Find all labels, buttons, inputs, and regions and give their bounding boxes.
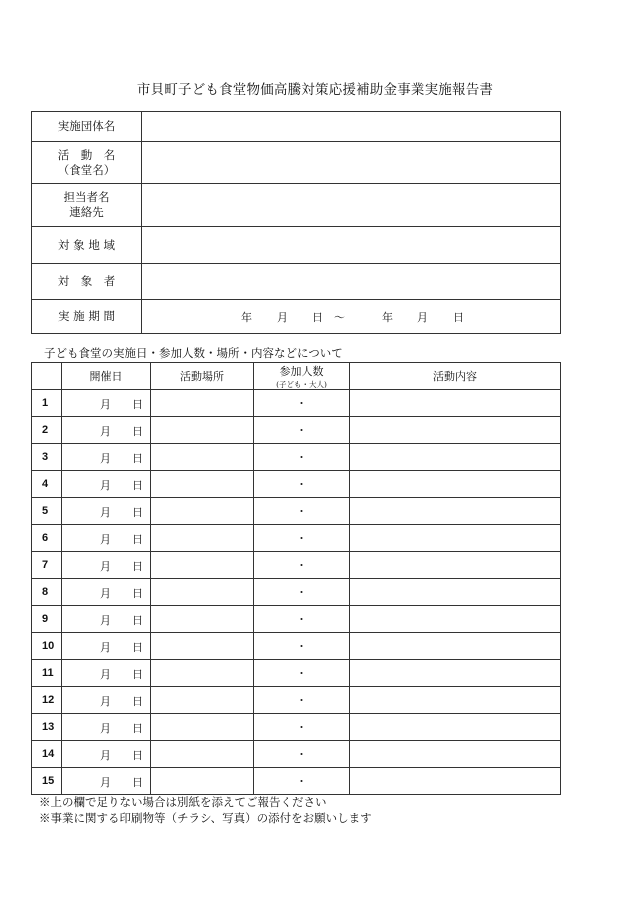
day-char: 日 (132, 587, 143, 600)
table-row (32, 417, 561, 444)
content-cell[interactable] (350, 498, 561, 525)
participants-cell[interactable]: ・ (254, 768, 350, 795)
date-cell[interactable] (62, 606, 151, 633)
place-cell[interactable] (151, 768, 254, 795)
date-cell[interactable] (62, 525, 151, 552)
place-cell[interactable] (151, 417, 254, 444)
month-char: 月 (100, 560, 111, 573)
date-cell[interactable] (62, 768, 151, 795)
info-row-target (32, 264, 561, 300)
info-row-contact (32, 184, 561, 227)
schedule-body (32, 390, 561, 795)
row-number: 4 (32, 471, 62, 498)
area-field[interactable] (142, 227, 561, 264)
table-row (32, 390, 561, 417)
day-char: 日 (132, 614, 143, 627)
row-number: 1 (32, 390, 62, 417)
table-row (32, 768, 561, 795)
participants-cell[interactable]: ・ (254, 741, 350, 768)
content-cell[interactable] (350, 606, 561, 633)
table-row (32, 525, 561, 552)
organization-field[interactable] (142, 112, 561, 142)
note-1: ※上の欄で足りない場合は別紙を添えてご報告ください (39, 795, 327, 809)
header-date: 開催日 (62, 363, 151, 390)
month-char: 月 (100, 479, 111, 492)
place-cell[interactable] (151, 741, 254, 768)
schedule-heading: 子ども食堂の実施日・参加人数・場所・内容などについて (44, 346, 343, 360)
schedule-header-row (32, 363, 561, 390)
participants-cell[interactable]: ・ (254, 471, 350, 498)
row-number: 9 (32, 606, 62, 633)
content-cell[interactable] (350, 633, 561, 660)
header-content: 活動内容 (350, 363, 561, 390)
notes (39, 795, 372, 826)
table-row (32, 687, 561, 714)
contact-label: 担当者名 連絡先 (32, 184, 142, 227)
participants-cell[interactable]: ・ (254, 606, 350, 633)
content-cell[interactable] (350, 579, 561, 606)
table-row (32, 471, 561, 498)
info-row-area (32, 227, 561, 264)
place-cell[interactable] (151, 552, 254, 579)
month-char: 月 (100, 587, 111, 600)
month-char: 月 (100, 776, 111, 789)
place-cell[interactable] (151, 498, 254, 525)
info-row-activity (32, 142, 561, 184)
date-cell[interactable] (62, 687, 151, 714)
row-number: 14 (32, 741, 62, 768)
row-number: 13 (32, 714, 62, 741)
participants-cell[interactable]: ・ (254, 660, 350, 687)
row-number: 10 (32, 633, 62, 660)
period-month1: 月 (277, 311, 288, 324)
row-number: 5 (32, 498, 62, 525)
date-cell[interactable] (62, 444, 151, 471)
place-cell[interactable] (151, 606, 254, 633)
content-cell[interactable] (350, 714, 561, 741)
participants-cell[interactable]: ・ (254, 525, 350, 552)
day-char: 日 (132, 641, 143, 654)
row-number: 6 (32, 525, 62, 552)
date-cell[interactable] (62, 552, 151, 579)
month-char: 月 (100, 614, 111, 627)
day-char: 日 (132, 425, 143, 438)
date-cell[interactable] (62, 498, 151, 525)
info-row-period (32, 300, 561, 334)
target-field[interactable] (142, 264, 561, 300)
participants-cell[interactable]: ・ (254, 687, 350, 714)
row-number: 12 (32, 687, 62, 714)
period-tilde: ～ (334, 311, 345, 324)
content-cell[interactable] (350, 417, 561, 444)
participants-cell[interactable]: ・ (254, 498, 350, 525)
day-char: 日 (132, 506, 143, 519)
participants-cell[interactable]: ・ (254, 444, 350, 471)
day-char: 日 (132, 533, 143, 546)
period-day2: 日 (453, 311, 464, 324)
day-char: 日 (132, 776, 143, 789)
participants-cell[interactable]: ・ (254, 417, 350, 444)
place-cell[interactable] (151, 714, 254, 741)
day-char: 日 (132, 722, 143, 735)
date-cell[interactable] (62, 714, 151, 741)
place-cell[interactable] (151, 660, 254, 687)
period-label: 実 施 期 間 (32, 300, 142, 334)
table-row (32, 633, 561, 660)
area-label: 対 象 地 域 (32, 227, 142, 264)
content-cell[interactable] (350, 525, 561, 552)
table-row (32, 498, 561, 525)
date-cell[interactable] (62, 579, 151, 606)
row-number: 15 (32, 768, 62, 795)
date-cell[interactable] (62, 633, 151, 660)
period-year2: 年 (382, 311, 393, 324)
place-cell[interactable] (151, 444, 254, 471)
period-field[interactable] (142, 300, 561, 334)
place-cell[interactable] (151, 471, 254, 498)
place-cell[interactable] (151, 633, 254, 660)
activity-label: 活 動 名 （食堂名） (32, 142, 142, 184)
month-char: 月 (100, 398, 111, 411)
row-number: 2 (32, 417, 62, 444)
contact-field[interactable] (142, 184, 561, 227)
document-title: 市貝町子ども食堂物価高騰対策応援補助金事業実施報告書 (136, 82, 494, 98)
day-char: 日 (132, 749, 143, 762)
content-cell[interactable] (350, 687, 561, 714)
day-char: 日 (132, 398, 143, 411)
table-row (32, 741, 561, 768)
table-row (32, 660, 561, 687)
participants-cell[interactable]: ・ (254, 579, 350, 606)
content-cell[interactable] (350, 660, 561, 687)
date-cell[interactable] (62, 417, 151, 444)
participants-cell[interactable]: ・ (254, 633, 350, 660)
date-cell[interactable] (62, 660, 151, 687)
month-char: 月 (100, 668, 111, 681)
content-cell[interactable] (350, 444, 561, 471)
day-char: 日 (132, 560, 143, 573)
month-char: 月 (100, 695, 111, 708)
month-char: 月 (100, 452, 111, 465)
month-char: 月 (100, 533, 111, 546)
month-char: 月 (100, 722, 111, 735)
content-cell[interactable] (350, 552, 561, 579)
organization-label: 実施団体名 (32, 112, 142, 142)
month-char: 月 (100, 506, 111, 519)
note-2: ※事業に関する印刷物等（チラシ、写真）の添付をお願いします (39, 810, 372, 825)
day-char: 日 (132, 668, 143, 681)
month-char: 月 (100, 425, 111, 438)
day-char: 日 (132, 695, 143, 708)
day-char: 日 (132, 452, 143, 465)
participants-cell[interactable]: ・ (254, 552, 350, 579)
info-row-organization (32, 112, 561, 142)
target-label: 対 象 者 (32, 264, 142, 300)
schedule-table (31, 362, 561, 795)
row-number: 11 (32, 660, 62, 687)
header-participants: 参加人数 (子ども・大人) (254, 363, 350, 390)
participants-cell[interactable]: ・ (254, 714, 350, 741)
content-cell[interactable] (350, 471, 561, 498)
date-cell[interactable] (62, 741, 151, 768)
row-number: 3 (32, 444, 62, 471)
period-month2: 月 (417, 311, 428, 324)
row-number: 8 (32, 579, 62, 606)
place-cell[interactable] (151, 579, 254, 606)
header-place: 活動場所 (151, 363, 254, 390)
header-number (32, 363, 62, 390)
table-row (32, 606, 561, 633)
place-cell[interactable] (151, 687, 254, 714)
period-year1: 年 (241, 311, 252, 324)
date-cell[interactable] (62, 390, 151, 417)
table-row (32, 552, 561, 579)
table-row (32, 714, 561, 741)
table-row (32, 579, 561, 606)
table-row (32, 444, 561, 471)
day-char: 日 (132, 479, 143, 492)
month-char: 月 (100, 641, 111, 654)
place-cell[interactable] (151, 390, 254, 417)
info-table (31, 111, 561, 334)
participants-cell[interactable]: ・ (254, 390, 350, 417)
month-char: 月 (100, 749, 111, 762)
activity-field[interactable] (142, 142, 561, 184)
content-cell[interactable] (350, 768, 561, 795)
content-cell[interactable] (350, 741, 561, 768)
period-day1: 日 (312, 311, 323, 324)
row-number: 7 (32, 552, 62, 579)
place-cell[interactable] (151, 525, 254, 552)
content-cell[interactable] (350, 390, 561, 417)
date-cell[interactable] (62, 471, 151, 498)
